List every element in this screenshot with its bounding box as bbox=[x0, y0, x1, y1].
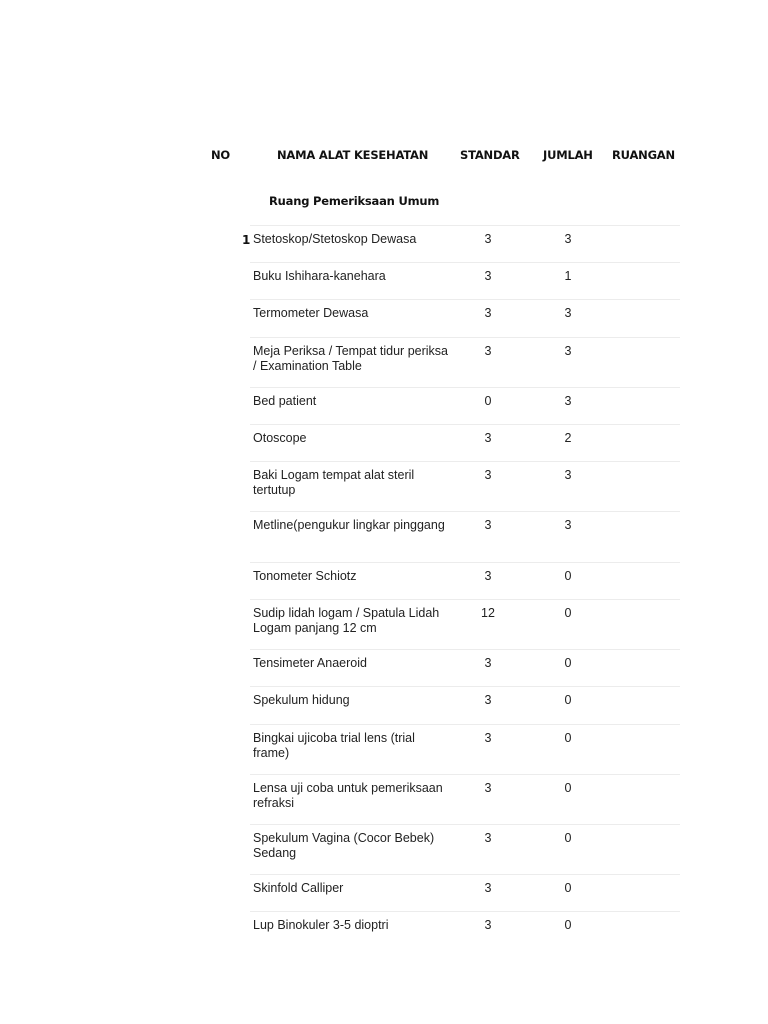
item-standar: 3 bbox=[484, 269, 492, 283]
item-jumlah: 3 bbox=[564, 232, 572, 246]
item-name: Sudip lidah logam / Spatula Lidah Logam panjang 12 cm bbox=[253, 606, 440, 635]
item-standar: 3 bbox=[484, 656, 492, 670]
item-standar: 3 bbox=[484, 518, 492, 532]
item-name: Buku Ishihara-kanehara bbox=[253, 269, 386, 283]
row-divider bbox=[250, 387, 680, 388]
header-nama-alat: NAMA ALAT KESEHATAN bbox=[277, 148, 429, 162]
header-standar: STANDAR bbox=[460, 148, 520, 162]
item-standar: 3 bbox=[484, 569, 492, 583]
item-name: Spekulum hidung bbox=[253, 693, 350, 707]
section-title: Ruang Pemeriksaan Umum bbox=[269, 194, 440, 208]
item-jumlah: 2 bbox=[564, 431, 572, 445]
item-standar: 3 bbox=[484, 918, 492, 932]
item-name: Baki Logam tempat alat steril tertutup bbox=[253, 468, 415, 497]
row-divider bbox=[250, 824, 680, 825]
item-standar: 3 bbox=[484, 831, 492, 845]
item-standar: 3 bbox=[484, 781, 492, 795]
item-standar: 3 bbox=[484, 306, 492, 320]
item-standar: 3 bbox=[484, 344, 492, 358]
item-jumlah: 0 bbox=[564, 693, 572, 707]
item-jumlah: 0 bbox=[564, 918, 572, 932]
item-jumlah: 0 bbox=[564, 881, 572, 895]
item-name: Tensimeter Anaeroid bbox=[253, 656, 367, 670]
item-name: Lensa uji coba untuk pemeriksaan refraksi bbox=[253, 781, 443, 810]
row-divider bbox=[250, 649, 680, 650]
item-standar: 0 bbox=[484, 394, 492, 408]
row-divider bbox=[250, 562, 680, 563]
row-divider bbox=[250, 225, 680, 226]
row-divider bbox=[250, 774, 680, 775]
row-divider bbox=[250, 299, 680, 300]
item-name: Lup Binokuler 3-5 dioptri bbox=[253, 918, 389, 932]
row-divider bbox=[250, 424, 680, 425]
item-jumlah: 3 bbox=[564, 344, 572, 358]
item-jumlah: 0 bbox=[564, 831, 572, 845]
item-standar: 3 bbox=[484, 881, 492, 895]
item-standar: 12 bbox=[481, 606, 495, 620]
item-name: Meja Periksa / Tempat tidur periksa / Examination Table bbox=[253, 344, 448, 373]
item-jumlah: 0 bbox=[564, 569, 572, 583]
item-standar: 3 bbox=[484, 693, 492, 707]
item-standar: 3 bbox=[484, 431, 492, 445]
header-ruangan: RUANGAN bbox=[612, 148, 675, 162]
item-standar: 3 bbox=[484, 468, 492, 482]
row-divider bbox=[250, 686, 680, 687]
item-jumlah: 3 bbox=[564, 394, 572, 408]
item-jumlah: 3 bbox=[564, 468, 572, 482]
item-name: Stetoskop/Stetoskop Dewasa bbox=[253, 232, 417, 246]
item-name: Bingkai ujicoba trial lens (trial frame) bbox=[253, 731, 415, 760]
item-jumlah: 0 bbox=[564, 731, 572, 745]
row-divider bbox=[250, 461, 680, 462]
row-divider bbox=[250, 262, 680, 263]
item-standar: 3 bbox=[484, 731, 492, 745]
item-jumlah: 1 bbox=[564, 269, 572, 283]
row-divider bbox=[250, 724, 680, 725]
row-divider bbox=[250, 511, 680, 512]
item-name: Tonometer Schiotz bbox=[253, 569, 357, 583]
item-name: Spekulum Vagina (Cocor Bebek) Sedang bbox=[253, 831, 435, 860]
item-name: Skinfold Calliper bbox=[253, 881, 344, 895]
row-divider bbox=[250, 911, 680, 912]
item-jumlah: 0 bbox=[564, 656, 572, 670]
item-name: Bed patient bbox=[253, 394, 317, 408]
item-jumlah: 3 bbox=[564, 306, 572, 320]
header-no: NO bbox=[211, 148, 231, 162]
item-jumlah: 0 bbox=[564, 781, 572, 795]
item-name: Termometer Dewasa bbox=[253, 306, 369, 320]
row-divider bbox=[250, 337, 680, 338]
item-jumlah: 3 bbox=[564, 518, 572, 532]
row-number: 1 bbox=[242, 233, 251, 247]
row-divider bbox=[250, 874, 680, 875]
item-standar: 3 bbox=[484, 232, 492, 246]
header-jumlah: JUMLAH bbox=[543, 148, 593, 162]
item-name: Metline(pengukur lingkar pinggang bbox=[253, 518, 445, 532]
row-divider bbox=[250, 599, 680, 600]
item-name: Otoscope bbox=[253, 431, 307, 445]
item-jumlah: 0 bbox=[564, 606, 572, 620]
